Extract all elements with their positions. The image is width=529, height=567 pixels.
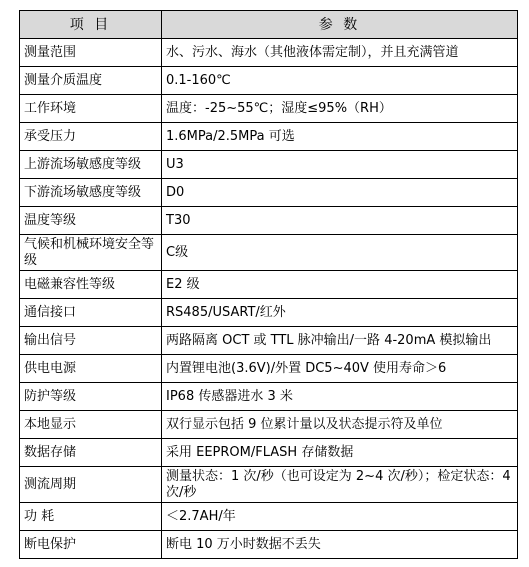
row-value: 双行显示包括 9 位累计量以及状态提示符及单位	[162, 411, 518, 439]
row-value: 断电 10 万小时数据不丢失	[162, 531, 518, 559]
row-item: 通信接口	[20, 299, 162, 327]
row-value: U3	[162, 151, 518, 179]
table-row	[20, 39, 518, 67]
table-row	[20, 271, 518, 299]
row-item: 测流周期	[20, 467, 162, 503]
row-item: 本地显示	[20, 411, 162, 439]
table-row	[20, 411, 518, 439]
row-item: 数据存储	[20, 439, 162, 467]
table-row	[20, 123, 518, 151]
row-item: 供电电源	[20, 355, 162, 383]
row-value: 采用 EEPROM/FLASH 存储数据	[162, 439, 518, 467]
row-item: 电磁兼容性等级	[20, 271, 162, 299]
table-row	[20, 383, 518, 411]
row-item: 下游流场敏感度等级	[20, 179, 162, 207]
table-row	[20, 235, 518, 271]
table-row	[20, 355, 518, 383]
row-value: RS485/USART/红外	[162, 299, 518, 327]
table-row	[20, 439, 518, 467]
table-row	[20, 151, 518, 179]
row-value: IP68 传感器进水 3 米	[162, 383, 518, 411]
table-row	[20, 531, 518, 559]
row-value: 两路隔离 OCT 或 TTL 脉冲输出/一路 4-20mA 模拟输出	[162, 327, 518, 355]
table-row	[20, 327, 518, 355]
row-value: 温度：-25~55℃；湿度≤95%（RH）	[162, 95, 518, 123]
row-value: 0.1-160℃	[162, 67, 518, 95]
row-item: 测量范围	[20, 39, 162, 67]
row-value: E2 级	[162, 271, 518, 299]
row-value: 水、污水、海水（其他液体需定制），并且充满管道	[162, 39, 518, 67]
row-item: 工作环境	[20, 95, 162, 123]
row-item: 气候和机械环境安全等级	[20, 235, 162, 271]
header-item: 项 目	[20, 11, 162, 39]
table-row	[20, 207, 518, 235]
row-item: 断电保护	[20, 531, 162, 559]
header-value: 参 数	[162, 11, 518, 39]
row-item: 输出信号	[20, 327, 162, 355]
table-row	[20, 95, 518, 123]
row-item: 温度等级	[20, 207, 162, 235]
row-item: 上游流场敏感度等级	[20, 151, 162, 179]
table-row	[20, 467, 518, 503]
table-row	[20, 503, 518, 531]
row-value: T30	[162, 207, 518, 235]
row-value: ＜2.7AH/年	[162, 503, 518, 531]
table-header-row	[20, 11, 518, 39]
row-value: C级	[162, 235, 518, 271]
spec-table	[19, 10, 518, 559]
row-value: 1.6MPa/2.5MPa 可选	[162, 123, 518, 151]
table-row	[20, 299, 518, 327]
row-value: 内置锂电池(3.6V)/外置 DC5~40V 使用寿命＞6	[162, 355, 518, 383]
row-value: 测量状态：1 次/秒（也可设定为 2~4 次/秒）；检定状态：4 次/秒	[162, 467, 518, 503]
row-item: 承受压力	[20, 123, 162, 151]
row-value: D0	[162, 179, 518, 207]
row-item: 功 耗	[20, 503, 162, 531]
row-item: 测量介质温度	[20, 67, 162, 95]
row-item: 防护等级	[20, 383, 162, 411]
table-row	[20, 179, 518, 207]
table-row	[20, 67, 518, 95]
